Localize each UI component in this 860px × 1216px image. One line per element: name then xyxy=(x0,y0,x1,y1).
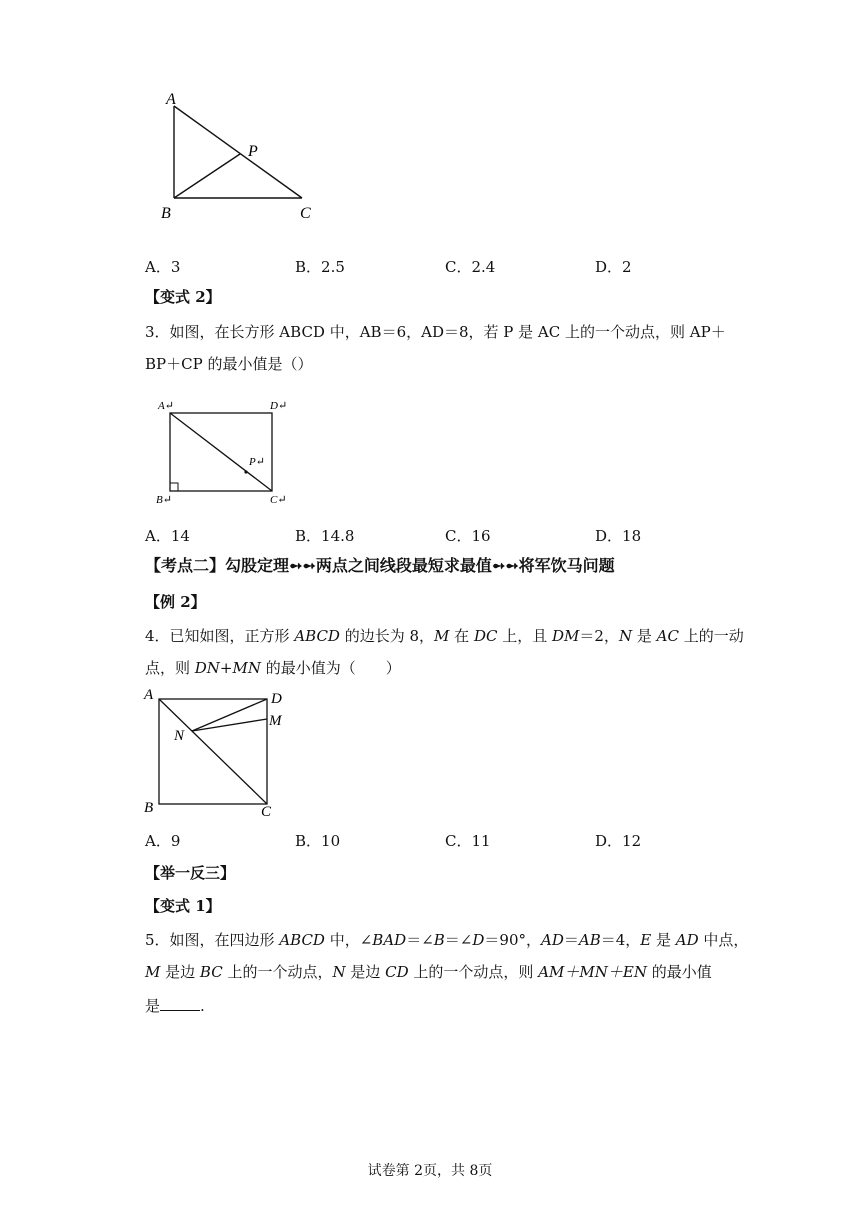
q4-option-a: A．9 xyxy=(145,832,181,850)
segment-ac xyxy=(174,106,302,198)
segment-nm xyxy=(192,719,267,731)
label-b: B xyxy=(144,800,154,816)
segment-nd xyxy=(192,699,267,731)
q3-option-c: C．16 xyxy=(445,527,491,545)
segment-bp xyxy=(174,154,240,198)
label-a: A xyxy=(166,91,176,108)
diagonal-ac xyxy=(159,699,267,804)
right-angle-mark xyxy=(170,483,178,491)
juyi-title: 【举一反三】 xyxy=(145,864,236,882)
label-p: P xyxy=(248,143,258,160)
label-c: C↵ xyxy=(270,494,287,506)
q4-line1: 4．已知如图，正方形 ABCD 的边长为 8，M 在 DC 上，且 DM＝2，N 是 AC 上的一动 xyxy=(145,627,744,645)
figure-square-abcd xyxy=(140,684,290,819)
variant1-title: 【变式 1】 xyxy=(145,897,221,915)
label-d: D xyxy=(271,691,282,707)
label-n: N xyxy=(174,728,185,744)
label-d: D↵ xyxy=(270,400,288,412)
q4-option-d: D．12 xyxy=(595,832,642,850)
q2-option-a: A．3 xyxy=(145,258,181,276)
label-b: B xyxy=(161,205,171,222)
point-p xyxy=(244,470,247,473)
q2-option-d: D．2 xyxy=(595,258,632,276)
diagonal-ac xyxy=(170,413,272,491)
q4-option-b: B．10 xyxy=(295,832,341,850)
q5-line2: M 是边 BC 上的一个动点，N 是边 CD 上的一个动点，则 AM＋MN＋EN 的最小值 xyxy=(145,963,712,981)
variant2-title: 【变式 2】 xyxy=(145,288,221,306)
q4-line2: 点，则 DN+MN 的最小值为（ ） xyxy=(145,659,401,677)
q5-line3: 是 . xyxy=(145,997,205,1015)
label-m: M xyxy=(269,713,282,729)
q3-option-b: B．14.8 xyxy=(295,527,355,545)
example2-title: 【例 2】 xyxy=(145,593,206,611)
answer-blank[interactable] xyxy=(160,996,200,1011)
figure-rectangle-abcd xyxy=(150,395,300,510)
label-c: C xyxy=(261,804,272,819)
section2-title: 【考点二】勾股定理➻➻两点之间线段最短求最值➻➻将军饮马问题 xyxy=(145,556,615,575)
label-b: B↵ xyxy=(156,494,172,506)
page-footer: 试卷第 2页，共 8页 xyxy=(367,1163,493,1179)
q2-option-c: C．2.4 xyxy=(445,258,496,276)
figure-triangle-abp xyxy=(160,88,330,228)
label-a: A xyxy=(144,687,154,703)
q2-option-b: B．2.5 xyxy=(295,258,345,276)
q3-line1: 3．如图，在长方形 ABCD 中，AB＝6，AD＝8，若 P 是 AC 上的一个动点，则 AP＋ xyxy=(145,323,726,341)
q4-option-c: C．11 xyxy=(445,832,491,850)
q3-option-d: D．18 xyxy=(595,527,642,545)
q3-option-a: A．14 xyxy=(145,527,190,545)
label-a: A↵ xyxy=(158,400,174,412)
label-p: P↵ xyxy=(249,456,265,468)
q3-line2: BP＋CP 的最小值是（） xyxy=(145,355,313,373)
q5-line1: 5．如图，在四边形 ABCD 中，∠BAD＝∠B＝∠D＝90°，AD＝AB＝4，E 是 AD 中点， xyxy=(145,931,749,949)
label-c: C xyxy=(300,205,311,222)
